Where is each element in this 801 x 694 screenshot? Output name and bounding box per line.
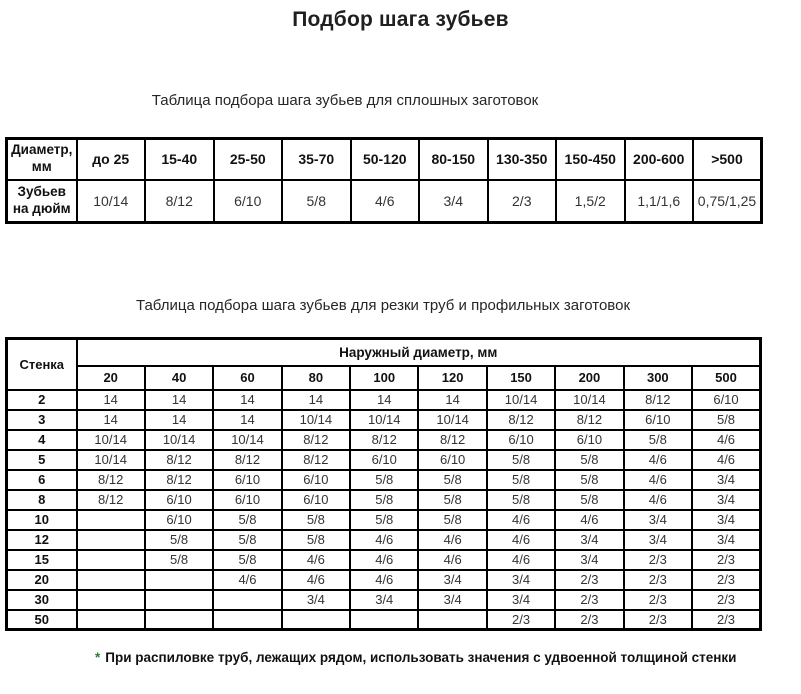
pitch-value-cell: 2/3 — [692, 570, 760, 590]
table-row — [7, 510, 761, 530]
pitch-value-cell: 2/3 — [692, 550, 760, 570]
teeth-per-inch-value: 1,5/2 — [556, 180, 625, 223]
teeth-per-inch-value: 0,75/1,25 — [693, 180, 762, 223]
wall-thickness-label: 4 — [7, 430, 77, 450]
pitch-value-cell: 6/10 — [692, 390, 760, 410]
pitch-value-cell: 5/8 — [145, 550, 213, 570]
diameter-range-header: до 25 — [77, 139, 146, 180]
pitch-value-cell: 3/4 — [624, 530, 692, 550]
pitch-value-cell: 5/8 — [145, 530, 213, 550]
table-row — [7, 490, 761, 510]
diameter-range-header: 25-50 — [214, 139, 283, 180]
pitch-value-cell: 3/4 — [555, 530, 623, 550]
wall-thickness-label: 10 — [7, 510, 77, 530]
pitch-value-cell: 6/10 — [282, 470, 350, 490]
table-row — [7, 550, 761, 570]
outer-diameter-column: 200 — [555, 366, 623, 390]
pitch-value-cell: 4/6 — [624, 490, 692, 510]
pitch-value-cell: 2/3 — [692, 590, 760, 610]
diameter-range-header: 80-150 — [419, 139, 488, 180]
pitch-value-cell: 5/8 — [418, 510, 486, 530]
pitch-value-cell: 4/6 — [350, 550, 418, 570]
pitch-value-cell: 8/12 — [624, 390, 692, 410]
wall-thickness-label: 20 — [7, 570, 77, 590]
pitch-value-cell: 5/8 — [350, 490, 418, 510]
outer-diameter-column: 40 — [145, 366, 213, 390]
pitch-value-cell: 8/12 — [213, 450, 281, 470]
pitch-value-cell: 3/4 — [692, 530, 760, 550]
pitch-value-cell: 2/3 — [487, 610, 555, 630]
outer-diameter-header: Наружный диаметр, мм — [77, 339, 761, 366]
pitch-value-cell: 10/14 — [77, 430, 145, 450]
wall-thickness-label: 15 — [7, 550, 77, 570]
pitch-value-cell: 4/6 — [282, 570, 350, 590]
diameter-range-header: 130-350 — [488, 139, 557, 180]
footnote-text: При распиловке труб, лежащих рядом, использовать значения с удвоенной толщиной стенки — [105, 650, 737, 665]
diameter-range-header: 200-600 — [625, 139, 694, 180]
outer-diameter-column: 60 — [213, 366, 281, 390]
pitch-value-cell: 3/4 — [555, 550, 623, 570]
pitch-value-cell: 5/8 — [487, 470, 555, 490]
pitch-value-cell: 6/10 — [555, 430, 623, 450]
pitch-value-cell: 8/12 — [145, 450, 213, 470]
pitch-value-cell — [213, 610, 281, 630]
outer-diameter-column: 80 — [282, 366, 350, 390]
teeth-row-label: Зубьев на дюйм — [7, 180, 77, 223]
teeth-per-inch-value: 3/4 — [419, 180, 488, 223]
footnote — [95, 650, 736, 665]
diameter-range-header: 35-70 — [282, 139, 351, 180]
pitch-value-cell: 4/6 — [350, 570, 418, 590]
outer-diameter-column: 100 — [350, 366, 418, 390]
pitch-value-cell: 10/14 — [418, 410, 486, 430]
pitch-value-cell: 3/4 — [624, 510, 692, 530]
pitch-value-cell: 3/4 — [418, 590, 486, 610]
pitch-value-cell: 10/14 — [555, 390, 623, 410]
pitch-value-cell: 10/14 — [350, 410, 418, 430]
pitch-value-cell: 2/3 — [624, 610, 692, 630]
footnote-asterisk: * — [95, 650, 101, 665]
pitch-value-cell: 3/4 — [350, 590, 418, 610]
table-row — [7, 410, 761, 430]
pitch-value-cell: 4/6 — [418, 530, 486, 550]
pitch-value-cell: 8/12 — [487, 410, 555, 430]
pitch-value-cell: 2/3 — [624, 550, 692, 570]
pitch-value-cell: 5/8 — [213, 510, 281, 530]
teeth-per-inch-value: 2/3 — [488, 180, 557, 223]
solid-workpiece-table — [5, 137, 763, 224]
pitch-value-cell: 3/4 — [692, 470, 760, 490]
pitch-value-cell: 5/8 — [350, 470, 418, 490]
teeth-per-inch-row — [7, 180, 762, 223]
pitch-value-cell — [282, 610, 350, 630]
pitch-value-cell: 5/8 — [282, 530, 350, 550]
pitch-value-cell: 2/3 — [624, 590, 692, 610]
outer-diameter-column: 500 — [692, 366, 760, 390]
wall-column-header: Стенка — [7, 339, 77, 390]
pitch-value-cell: 8/12 — [77, 490, 145, 510]
pitch-value-cell — [77, 570, 145, 590]
pitch-value-cell: 4/6 — [624, 450, 692, 470]
pitch-value-cell: 8/12 — [145, 470, 213, 490]
pitch-value-cell: 14 — [282, 390, 350, 410]
teeth-per-inch-value: 1,1/1,6 — [625, 180, 694, 223]
pitch-value-cell — [418, 610, 486, 630]
pitch-value-cell: 6/10 — [213, 470, 281, 490]
pitch-value-cell: 5/8 — [624, 430, 692, 450]
table-row — [7, 390, 761, 410]
diameter-range-header: 50-120 — [351, 139, 420, 180]
pipe-table-body — [7, 390, 761, 630]
pitch-value-cell: 3/4 — [282, 590, 350, 610]
pitch-value-cell: 14 — [145, 390, 213, 410]
pitch-value-cell — [77, 550, 145, 570]
pitch-value-cell — [350, 610, 418, 630]
pitch-value-cell: 3/4 — [418, 570, 486, 590]
pitch-value-cell: 5/8 — [555, 470, 623, 490]
pitch-value-cell: 5/8 — [555, 450, 623, 470]
pitch-value-cell: 3/4 — [487, 590, 555, 610]
pitch-value-cell: 3/4 — [487, 570, 555, 590]
pitch-value-cell — [145, 570, 213, 590]
diameter-range-header: 150-450 — [556, 139, 625, 180]
teeth-per-inch-value: 6/10 — [214, 180, 283, 223]
pitch-value-cell: 8/12 — [282, 430, 350, 450]
pitch-value-cell: 5/8 — [418, 490, 486, 510]
pitch-value-cell: 5/8 — [418, 470, 486, 490]
pitch-value-cell: 8/12 — [350, 430, 418, 450]
teeth-per-inch-value: 4/6 — [351, 180, 420, 223]
pitch-value-cell: 4/6 — [213, 570, 281, 590]
pitch-value-cell: 14 — [418, 390, 486, 410]
pitch-value-cell: 5/8 — [213, 550, 281, 570]
pitch-value-cell: 14 — [350, 390, 418, 410]
pitch-value-cell: 6/10 — [624, 410, 692, 430]
pitch-value-cell: 14 — [213, 410, 281, 430]
pitch-value-cell: 4/6 — [350, 530, 418, 550]
pitch-value-cell: 10/14 — [282, 410, 350, 430]
pitch-value-cell: 5/8 — [487, 450, 555, 470]
diameter-columns-row — [7, 366, 761, 390]
table-row — [7, 530, 761, 550]
pitch-value-cell — [145, 610, 213, 630]
pitch-value-cell: 6/10 — [213, 490, 281, 510]
pitch-value-cell: 6/10 — [350, 450, 418, 470]
outer-diameter-span-row — [7, 339, 761, 366]
pitch-value-cell: 10/14 — [213, 430, 281, 450]
pitch-value-cell — [77, 590, 145, 610]
pipe-table-caption: Таблица подбора шага зубьев для резки труб и профильных заготовок — [135, 297, 631, 314]
pitch-value-cell: 8/12 — [77, 470, 145, 490]
pitch-value-cell: 4/6 — [487, 530, 555, 550]
pitch-value-cell: 14 — [213, 390, 281, 410]
pitch-value-cell: 8/12 — [418, 430, 486, 450]
solid-table-caption: Таблица подбора шага зубьев для сплошных заготовок — [151, 92, 539, 109]
pitch-value-cell: 10/14 — [77, 450, 145, 470]
teeth-per-inch-value: 8/12 — [145, 180, 214, 223]
diameter-range-header: 15-40 — [145, 139, 214, 180]
pitch-value-cell: 4/6 — [487, 550, 555, 570]
pitch-value-cell: 4/6 — [624, 470, 692, 490]
teeth-per-inch-value: 5/8 — [282, 180, 351, 223]
wall-thickness-label: 6 — [7, 470, 77, 490]
pitch-value-cell: 14 — [145, 410, 213, 430]
pitch-value-cell: 4/6 — [487, 510, 555, 530]
pitch-value-cell: 4/6 — [692, 430, 760, 450]
outer-diameter-column: 300 — [624, 366, 692, 390]
pitch-value-cell: 5/8 — [213, 530, 281, 550]
pitch-value-cell: 4/6 — [692, 450, 760, 470]
diameter-range-header: >500 — [693, 139, 762, 180]
pitch-value-cell: 2/3 — [624, 570, 692, 590]
table-row — [7, 590, 761, 610]
outer-diameter-column: 150 — [487, 366, 555, 390]
pitch-value-cell: 4/6 — [418, 550, 486, 570]
wall-thickness-label: 8 — [7, 490, 77, 510]
teeth-per-inch-value: 10/14 — [77, 180, 146, 223]
pitch-value-cell — [213, 590, 281, 610]
pitch-value-cell: 14 — [77, 410, 145, 430]
pitch-value-cell: 6/10 — [282, 490, 350, 510]
diameter-header-row — [7, 139, 762, 180]
table-row — [7, 470, 761, 490]
pitch-value-cell: 2/3 — [555, 610, 623, 630]
pitch-value-cell: 6/10 — [487, 430, 555, 450]
outer-diameter-column: 120 — [418, 366, 486, 390]
pitch-value-cell: 2/3 — [692, 610, 760, 630]
pitch-value-cell: 3/4 — [692, 490, 760, 510]
pitch-value-cell: 2/3 — [555, 570, 623, 590]
pitch-value-cell: 6/10 — [145, 510, 213, 530]
wall-thickness-label: 12 — [7, 530, 77, 550]
pitch-value-cell: 5/8 — [555, 490, 623, 510]
table-row — [7, 450, 761, 470]
pitch-value-cell — [77, 530, 145, 550]
pitch-value-cell — [77, 610, 145, 630]
wall-thickness-label: 50 — [7, 610, 77, 630]
pitch-value-cell — [145, 590, 213, 610]
pitch-value-cell: 6/10 — [145, 490, 213, 510]
pitch-value-cell: 5/8 — [487, 490, 555, 510]
wall-thickness-label: 30 — [7, 590, 77, 610]
pitch-value-cell: 10/14 — [145, 430, 213, 450]
pitch-value-cell: 2/3 — [555, 590, 623, 610]
pitch-value-cell: 6/10 — [418, 450, 486, 470]
pitch-value-cell: 5/8 — [282, 510, 350, 530]
pitch-value-cell — [77, 510, 145, 530]
pitch-value-cell: 5/8 — [692, 410, 760, 430]
table-row — [7, 610, 761, 630]
page-title: Подбор шага зубьев — [292, 8, 509, 31]
pitch-value-cell: 4/6 — [282, 550, 350, 570]
wall-thickness-label: 3 — [7, 410, 77, 430]
wall-thickness-label: 5 — [7, 450, 77, 470]
wall-thickness-label: 2 — [7, 390, 77, 410]
pitch-value-cell: 3/4 — [692, 510, 760, 530]
pitch-value-cell: 8/12 — [555, 410, 623, 430]
table-row — [7, 430, 761, 450]
pitch-value-cell: 10/14 — [487, 390, 555, 410]
pitch-value-cell: 5/8 — [350, 510, 418, 530]
pitch-value-cell: 8/12 — [282, 450, 350, 470]
pipe-profile-table — [5, 337, 762, 631]
diameter-row-label: Диаметр, мм — [7, 139, 77, 180]
pitch-value-cell: 14 — [77, 390, 145, 410]
table-row — [7, 570, 761, 590]
outer-diameter-column: 20 — [77, 366, 145, 390]
pitch-value-cell: 4/6 — [555, 510, 623, 530]
